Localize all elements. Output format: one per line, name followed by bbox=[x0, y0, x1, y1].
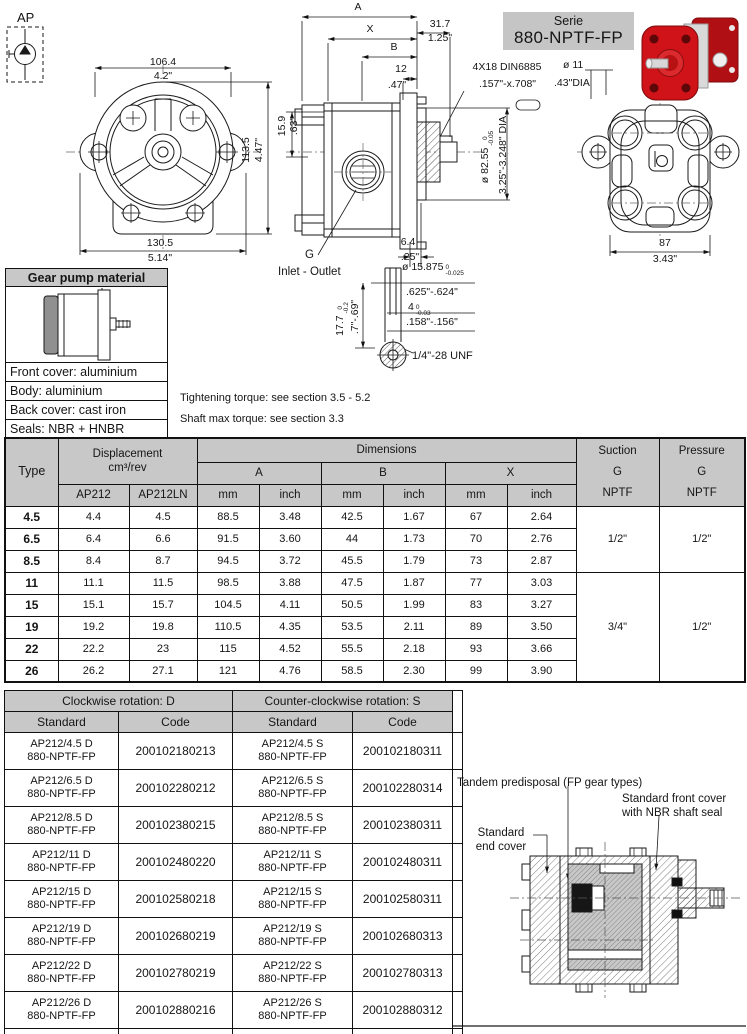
tightening-torque-note: Tightening torque: see section 3.5 - 5.2 bbox=[180, 392, 371, 404]
cell: 121 bbox=[197, 660, 259, 682]
cell-standard-d: AP212/19 D 880-NPTF-FP bbox=[5, 918, 119, 955]
cell-code-s: 200102380311 bbox=[353, 807, 453, 844]
ap-hydraulic-symbol bbox=[6, 26, 46, 84]
cell: 50.5 bbox=[321, 594, 383, 616]
cell-code-s: 200102180311 bbox=[353, 733, 453, 770]
cell-code-s: 200102480311 bbox=[353, 844, 453, 881]
spacer-cell bbox=[453, 733, 463, 770]
shaft-len-in: .7"-.69" bbox=[349, 299, 361, 335]
back-shaft-dia-in: .43"DIA bbox=[554, 77, 590, 89]
back-width-mm: 87 bbox=[659, 237, 671, 249]
cell-type: 22 bbox=[5, 638, 58, 660]
shaft-len-mm: 17.7 0 -0.2 bbox=[334, 302, 350, 336]
cell-standard-d: AP212/6.5 D 880-NPTF-FP bbox=[5, 770, 119, 807]
cell: 1.67 bbox=[383, 506, 445, 528]
cell: 1.87 bbox=[383, 572, 445, 594]
pilot-tolerance: 0 -0.05 bbox=[482, 130, 495, 146]
cell-standard-s: AP212/6.5 S 880-NPTF-FP bbox=[233, 770, 353, 807]
col-header-a-mm: mm bbox=[197, 484, 259, 506]
cell: 4.76 bbox=[259, 660, 321, 682]
end-cover-label: Standard end cover bbox=[475, 827, 527, 853]
table-header-row bbox=[5, 438, 745, 462]
cell-code-s: 200102780313 bbox=[353, 955, 453, 992]
side-dim-317-mm: 31.7 bbox=[429, 18, 451, 30]
cell: 2.30 bbox=[383, 660, 445, 682]
side-dim-12-in: .47" bbox=[387, 79, 407, 91]
shaft-dia-in: .625"-.624" bbox=[406, 286, 458, 298]
cell-standard-d: AP212/11 D 880-NPTF-FP bbox=[5, 844, 119, 881]
cell-standard-d: AP212/4.5 D 880-NPTF-FP bbox=[5, 733, 119, 770]
front-width-bottom-mm: 130.5 bbox=[146, 237, 174, 249]
col-header-code-s: Code bbox=[353, 712, 453, 733]
cell-standard-s: AP212/4.5 S 880-NPTF-FP bbox=[233, 733, 353, 770]
side-dim-64-mm: 6.4 bbox=[400, 236, 416, 248]
cell: 2.11 bbox=[383, 616, 445, 638]
cell: 3.72 bbox=[259, 550, 321, 572]
side-dim-b-label: B bbox=[390, 41, 398, 53]
col-header-b: B bbox=[321, 462, 445, 484]
cell-standard-s: AP212/22 S 880-NPTF-FP bbox=[233, 955, 353, 992]
cell: 93 bbox=[445, 638, 507, 660]
cell: 1.73 bbox=[383, 528, 445, 550]
ap-symbol-label: AP bbox=[17, 10, 35, 25]
cell: 11.1 bbox=[58, 572, 129, 594]
col-header-a: A bbox=[197, 462, 321, 484]
cell-type: 4.5 bbox=[5, 506, 58, 528]
spacer-column bbox=[453, 691, 463, 733]
side-dim-159-mm: 15.9 bbox=[276, 115, 288, 137]
table-row-partial bbox=[5, 1029, 463, 1034]
table-row bbox=[5, 918, 463, 955]
cell: 15.1 bbox=[58, 594, 129, 616]
inlet-outlet-label: Inlet - Outlet bbox=[278, 266, 341, 278]
col-header-a-inch: inch bbox=[259, 484, 321, 506]
table-row bbox=[5, 955, 463, 992]
cell: 8.7 bbox=[129, 550, 197, 572]
cell: 77 bbox=[445, 572, 507, 594]
col-header-x-mm: mm bbox=[445, 484, 507, 506]
shaft-key-tolerance: 0 -0.03 bbox=[415, 304, 431, 317]
cell: 2.18 bbox=[383, 638, 445, 660]
table-row bbox=[5, 733, 463, 770]
col-header-clockwise: Clockwise rotation: D bbox=[5, 691, 233, 712]
cell: 4.5 bbox=[129, 506, 197, 528]
cell: 99 bbox=[445, 660, 507, 682]
cell: 11.5 bbox=[129, 572, 197, 594]
table-header-row bbox=[5, 691, 463, 712]
cell-code-s: 200102580311 bbox=[353, 881, 453, 918]
cell-standard-s: AP212/11 S 880-NPTF-FP bbox=[233, 844, 353, 881]
material-box-drawing bbox=[6, 287, 167, 363]
shaft-key-mm: 4 0 -0.03 bbox=[408, 301, 431, 317]
cell: 115 bbox=[197, 638, 259, 660]
cell-type: 19 bbox=[5, 616, 58, 638]
cell-empty bbox=[119, 1029, 233, 1034]
cell-suction-group: 3/4" bbox=[576, 572, 659, 682]
serie-label: Serie bbox=[553, 14, 584, 28]
shaft-thread-spec: 1/4"-28 UNF bbox=[412, 350, 473, 362]
front-height-in: 4.47" bbox=[253, 137, 265, 163]
cell: 70 bbox=[445, 528, 507, 550]
side-dim-x-label: X bbox=[366, 23, 374, 35]
cell-code-d: 200102280212 bbox=[119, 770, 233, 807]
material-row-back-cover: Back cover: cast iron bbox=[6, 401, 167, 420]
cell-code-d: 200102780219 bbox=[119, 955, 233, 992]
shaft-len-tolerance: 0 -0.2 bbox=[337, 302, 350, 314]
cell: 3.90 bbox=[507, 660, 576, 682]
table-row bbox=[5, 844, 463, 881]
cell-type: 15 bbox=[5, 594, 58, 616]
col-header-code-d: Code bbox=[119, 712, 233, 733]
cell: 53.5 bbox=[321, 616, 383, 638]
col-header-dimensions: Dimensions bbox=[197, 438, 576, 462]
port-g-label: G bbox=[305, 249, 314, 261]
cell: 98.5 bbox=[197, 572, 259, 594]
cell-standard-s: AP212/19 S 880-NPTF-FP bbox=[233, 918, 353, 955]
cell: 2.76 bbox=[507, 528, 576, 550]
cell: 55.5 bbox=[321, 638, 383, 660]
tandem-predisposal-label: Tandem predisposal (FP gear types) bbox=[457, 777, 643, 789]
cell: 73 bbox=[445, 550, 507, 572]
cell-code-s: 200102280314 bbox=[353, 770, 453, 807]
col-header-b-inch: inch bbox=[383, 484, 445, 506]
table-row bbox=[5, 992, 463, 1029]
table-row bbox=[5, 807, 463, 844]
material-row-body: Body: aluminium bbox=[6, 382, 167, 401]
cell-standard-s: AP212/8.5 S 880-NPTF-FP bbox=[233, 807, 353, 844]
col-header-b-mm: mm bbox=[321, 484, 383, 506]
cell: 83 bbox=[445, 594, 507, 616]
cell-code-d: 200102180213 bbox=[119, 733, 233, 770]
cell-empty bbox=[353, 1029, 453, 1034]
pilot-dia-mm: ø 82.55 0 -0.05 bbox=[479, 130, 495, 184]
cross-section-drawing bbox=[450, 780, 747, 1034]
cell-standard-d: AP212/26 D 880-NPTF-FP bbox=[5, 992, 119, 1029]
table-row bbox=[5, 770, 463, 807]
cell-type: 26 bbox=[5, 660, 58, 682]
cell-standard-d: AP212/22 D 880-NPTF-FP bbox=[5, 955, 119, 992]
cell: 19.2 bbox=[58, 616, 129, 638]
col-header-ap212ln: AP212LN bbox=[129, 484, 197, 506]
cell: 44 bbox=[321, 528, 383, 550]
cell-standard-s: AP212/26 S 880-NPTF-FP bbox=[233, 992, 353, 1029]
cell: 91.5 bbox=[197, 528, 259, 550]
col-header-displacement: Displacement cm³/rev bbox=[58, 438, 197, 484]
cell: 47.5 bbox=[321, 572, 383, 594]
cell: 3.60 bbox=[259, 528, 321, 550]
cell: 26.2 bbox=[58, 660, 129, 682]
cell: 23 bbox=[129, 638, 197, 660]
key-spec-inch-label: .157"-x.708" bbox=[478, 78, 537, 90]
cell: 3.66 bbox=[507, 638, 576, 660]
material-box bbox=[5, 268, 168, 440]
shaft-dia-mm: ø 15.875 0 -0.025 bbox=[402, 261, 464, 277]
shaft-key-in: .158"-.156" bbox=[406, 316, 458, 328]
front-height-mm: 113.5 bbox=[240, 137, 252, 163]
dimensions-table bbox=[4, 437, 746, 683]
cell: 6.4 bbox=[58, 528, 129, 550]
front-cover-label: Standard front cover with NBR shaft seal bbox=[622, 793, 727, 819]
col-header-standard-d: Standard bbox=[5, 712, 119, 733]
material-row-seals: Seals: NBR + HNBR bbox=[10, 422, 125, 436]
cell: 1.99 bbox=[383, 594, 445, 616]
back-width-in: 3.43" bbox=[652, 253, 678, 265]
cell: 3.27 bbox=[507, 594, 576, 616]
cell-empty bbox=[5, 1029, 119, 1034]
cell-type: 6.5 bbox=[5, 528, 58, 550]
cell: 2.87 bbox=[507, 550, 576, 572]
cell: 88.5 bbox=[197, 506, 259, 528]
side-dim-159-in: .63" bbox=[288, 116, 300, 136]
cell: 2.64 bbox=[507, 506, 576, 528]
cell: 1.79 bbox=[383, 550, 445, 572]
table-header-row bbox=[5, 712, 463, 733]
cell-code-s: 200102680313 bbox=[353, 918, 453, 955]
col-header-ap212: AP212 bbox=[58, 484, 129, 506]
cell: 45.5 bbox=[321, 550, 383, 572]
cell-empty bbox=[233, 1029, 353, 1034]
side-dim-64-in: .25" bbox=[400, 251, 420, 263]
cell: 3.88 bbox=[259, 572, 321, 594]
material-box-title: Gear pump material bbox=[6, 269, 167, 287]
back-shaft-dia-mm: ø 11 bbox=[563, 59, 584, 71]
side-dim-a-label: A bbox=[354, 1, 362, 13]
cell: 4.11 bbox=[259, 594, 321, 616]
cell: 89 bbox=[445, 616, 507, 638]
cell: 67 bbox=[445, 506, 507, 528]
col-header-counter-clockwise: Counter-clockwise rotation: S bbox=[233, 691, 453, 712]
side-dim-12-mm: 12 bbox=[395, 63, 407, 75]
cell-standard-s: AP212/15 S 880-NPTF-FP bbox=[233, 881, 353, 918]
cell-code-d: 200102380215 bbox=[119, 807, 233, 844]
cell-code-d: 200102580218 bbox=[119, 881, 233, 918]
key-spec-label: 4X18 DIN6885 bbox=[472, 61, 542, 73]
col-header-suction: Suction G NPTF bbox=[576, 438, 659, 506]
cell-code-d: 200102880216 bbox=[119, 992, 233, 1029]
cell: 3.50 bbox=[507, 616, 576, 638]
cell: 104.5 bbox=[197, 594, 259, 616]
table-row bbox=[5, 572, 745, 594]
cell: 19.8 bbox=[129, 616, 197, 638]
table-row bbox=[5, 881, 463, 918]
pump-profile-icon bbox=[6, 288, 166, 362]
cell-code-s: 200102880312 bbox=[353, 992, 453, 1029]
col-header-standard-s: Standard bbox=[233, 712, 353, 733]
cell: 15.7 bbox=[129, 594, 197, 616]
front-width-bottom-in: 5.14" bbox=[147, 252, 173, 264]
shaft-torque-note: Shaft max torque: see section 3.3 bbox=[180, 413, 344, 425]
cell: 58.5 bbox=[321, 660, 383, 682]
cell-code-d: 200102680219 bbox=[119, 918, 233, 955]
cell-type: 11 bbox=[5, 572, 58, 594]
col-header-pressure: Pressure G NPTF bbox=[659, 438, 745, 506]
cell-pressure-group: 1/2" bbox=[659, 506, 745, 572]
cell: 3.48 bbox=[259, 506, 321, 528]
cell: 27.1 bbox=[129, 660, 197, 682]
cell: 22.2 bbox=[58, 638, 129, 660]
col-header-x-inch: inch bbox=[507, 484, 576, 506]
cell: 4.35 bbox=[259, 616, 321, 638]
table-row bbox=[5, 506, 745, 528]
cell: 4.52 bbox=[259, 638, 321, 660]
col-header-x: X bbox=[445, 462, 576, 484]
cell: 110.5 bbox=[197, 616, 259, 638]
side-dim-317-in: 1.25" bbox=[427, 32, 453, 44]
cell-standard-d: AP212/15 D 880-NPTF-FP bbox=[5, 881, 119, 918]
shaft-dia-tolerance: 0 -0.025 bbox=[445, 264, 464, 277]
cell-suction-group: 1/2" bbox=[576, 506, 659, 572]
cell-code-d: 200102480220 bbox=[119, 844, 233, 881]
pilot-dia-in: 3.25"-3.248" DIA bbox=[497, 115, 509, 195]
front-width-top-in: 4.2" bbox=[153, 70, 173, 82]
cell: 8.4 bbox=[58, 550, 129, 572]
cell: 6.6 bbox=[129, 528, 197, 550]
codes-table bbox=[4, 690, 463, 1034]
material-row-front-cover: Front cover: aluminium bbox=[6, 363, 167, 382]
cell: 4.4 bbox=[58, 506, 129, 528]
col-header-type: Type bbox=[5, 438, 58, 506]
cell-pressure-group: 1/2" bbox=[659, 572, 745, 682]
serie-value: 880-NPTF-FP bbox=[513, 28, 624, 47]
cell-standard-d: AP212/8.5 D 880-NPTF-FP bbox=[5, 807, 119, 844]
cell: 42.5 bbox=[321, 506, 383, 528]
cell: 3.03 bbox=[507, 572, 576, 594]
cell-type: 8.5 bbox=[5, 550, 58, 572]
front-width-top-mm: 106.4 bbox=[149, 56, 177, 68]
cell: 94.5 bbox=[197, 550, 259, 572]
